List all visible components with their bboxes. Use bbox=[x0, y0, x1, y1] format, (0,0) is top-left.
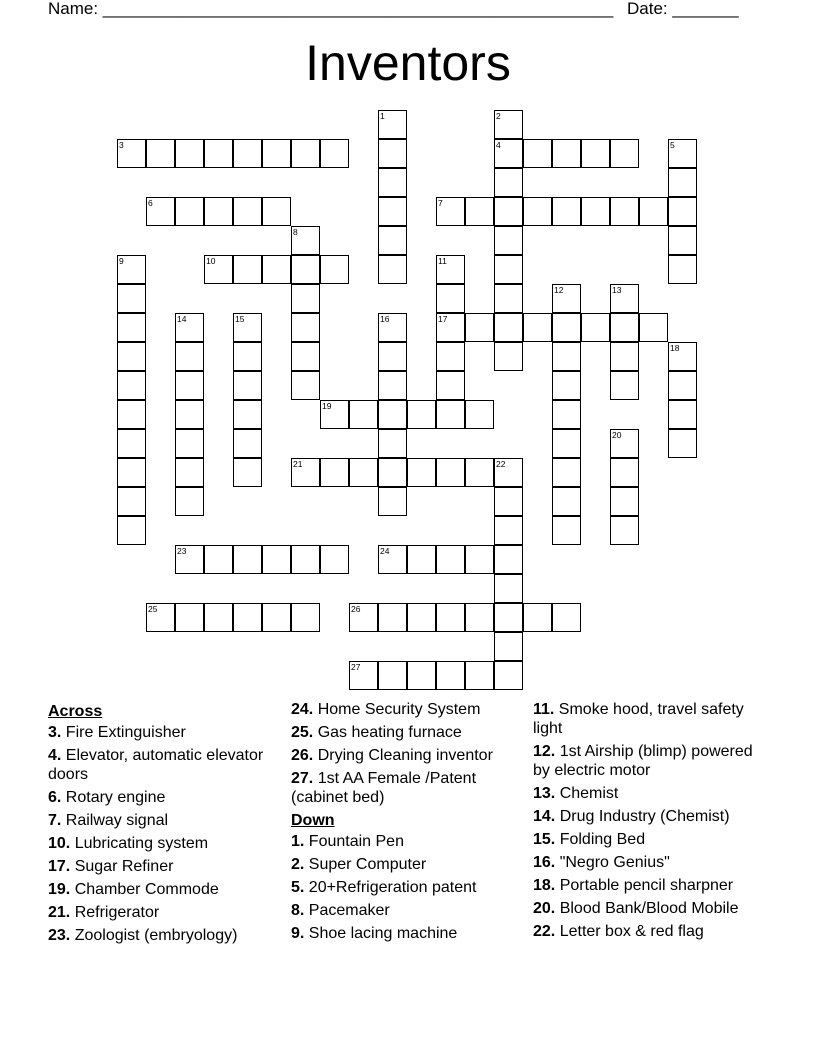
grid-cell[interactable] bbox=[407, 400, 436, 429]
clue-item bbox=[533, 784, 763, 803]
clue-item bbox=[533, 876, 763, 895]
clue-item bbox=[291, 700, 526, 719]
grid-cell[interactable] bbox=[552, 400, 581, 429]
grid-cell[interactable] bbox=[117, 313, 146, 342]
clue-text: Super Computer bbox=[304, 856, 427, 873]
grid-cell[interactable] bbox=[233, 139, 262, 168]
grid-cell[interactable] bbox=[291, 284, 320, 313]
grid-cell[interactable] bbox=[291, 342, 320, 371]
clue-num: 22. bbox=[533, 923, 556, 940]
grid-cell[interactable] bbox=[610, 371, 639, 400]
clue-text: Portable pencil sharpner bbox=[555, 877, 734, 894]
clue-number: 24 bbox=[380, 546, 390, 556]
grid-cell[interactable] bbox=[175, 429, 204, 458]
grid-cell[interactable] bbox=[523, 139, 552, 168]
grid-cell[interactable] bbox=[581, 313, 610, 342]
grid-cell[interactable] bbox=[494, 545, 523, 574]
clue-number: 22 bbox=[496, 459, 506, 469]
grid-cell[interactable] bbox=[378, 139, 407, 168]
grid-cell[interactable] bbox=[494, 574, 523, 603]
grid-cell[interactable] bbox=[262, 139, 291, 168]
grid-cell[interactable] bbox=[494, 458, 523, 487]
grid-cell[interactable] bbox=[610, 342, 639, 371]
clue-number: 6 bbox=[148, 198, 153, 208]
grid-cell[interactable] bbox=[610, 487, 639, 516]
grid-cell[interactable] bbox=[494, 139, 523, 168]
clue-number: 17 bbox=[438, 314, 448, 324]
grid-cell[interactable] bbox=[291, 371, 320, 400]
clue-item bbox=[48, 811, 278, 830]
clue-num: 3. bbox=[48, 724, 62, 741]
grid-cell[interactable] bbox=[639, 197, 668, 226]
grid-cell[interactable] bbox=[378, 661, 407, 690]
grid-cell[interactable] bbox=[436, 458, 465, 487]
grid-cell[interactable] bbox=[552, 139, 581, 168]
grid-cell[interactable] bbox=[494, 110, 523, 139]
grid-cell[interactable] bbox=[233, 313, 262, 342]
grid-cell[interactable] bbox=[175, 603, 204, 632]
clue-number: 13 bbox=[612, 285, 622, 295]
clue-num: 21. bbox=[48, 904, 71, 921]
grid-cell[interactable] bbox=[407, 661, 436, 690]
grid-cell[interactable] bbox=[233, 545, 262, 574]
clue-number: 15 bbox=[235, 314, 245, 324]
clue-item bbox=[533, 853, 763, 872]
clue-num: 19. bbox=[48, 881, 71, 898]
grid-cell[interactable] bbox=[233, 429, 262, 458]
clue-text: "Negro Genius" bbox=[555, 854, 670, 871]
grid-cell[interactable] bbox=[378, 226, 407, 255]
grid-cell[interactable] bbox=[610, 284, 639, 313]
clue-number: 25 bbox=[148, 604, 158, 614]
grid-cell[interactable] bbox=[552, 342, 581, 371]
clue-num: 27. bbox=[291, 770, 314, 787]
grid-cell[interactable] bbox=[117, 342, 146, 371]
clue-item bbox=[533, 807, 763, 826]
grid-cell[interactable] bbox=[378, 255, 407, 284]
grid-cell[interactable] bbox=[494, 197, 523, 226]
clue-text: Zoologist (embryology) bbox=[70, 927, 238, 944]
grid-cell[interactable] bbox=[262, 255, 291, 284]
clue-num: 18. bbox=[533, 877, 556, 894]
grid-cell[interactable] bbox=[233, 255, 262, 284]
clue-item bbox=[48, 723, 278, 742]
grid-cell[interactable] bbox=[378, 342, 407, 371]
grid-cell[interactable] bbox=[436, 197, 465, 226]
clue-num: 2. bbox=[291, 856, 305, 873]
grid-cell[interactable] bbox=[175, 313, 204, 342]
clue-item bbox=[48, 788, 278, 807]
clue-text: Fire Extinguisher bbox=[61, 724, 186, 741]
grid-cell[interactable] bbox=[494, 342, 523, 371]
clue-text: Drug Industry (Chemist) bbox=[555, 808, 730, 825]
clue-item bbox=[291, 746, 526, 765]
grid-cell[interactable] bbox=[436, 284, 465, 313]
clue-text: Sugar Refiner bbox=[70, 858, 174, 875]
clue-num: 6. bbox=[48, 789, 62, 806]
grid-cell[interactable] bbox=[175, 458, 204, 487]
grid-cell[interactable] bbox=[291, 226, 320, 255]
grid-cell[interactable] bbox=[523, 603, 552, 632]
grid-cell[interactable] bbox=[610, 313, 639, 342]
grid-cell[interactable] bbox=[349, 400, 378, 429]
clue-number: 11 bbox=[438, 256, 447, 266]
grid-cell[interactable] bbox=[465, 545, 494, 574]
grid-cell[interactable] bbox=[552, 197, 581, 226]
clue-text: Home Security System bbox=[313, 701, 481, 718]
grid-cell[interactable] bbox=[378, 313, 407, 342]
grid-cell[interactable] bbox=[668, 342, 697, 371]
clue-text: Refrigerator bbox=[70, 904, 160, 921]
down-heading: Down bbox=[291, 812, 335, 829]
clue-text: 1st AA Female /Patent (cabinet bed) bbox=[291, 770, 477, 806]
clue-num: 7. bbox=[48, 812, 62, 829]
clue-number: 27 bbox=[351, 662, 361, 672]
clue-item bbox=[291, 832, 526, 851]
grid-cell[interactable] bbox=[233, 197, 262, 226]
grid-cell[interactable] bbox=[378, 487, 407, 516]
date-field-label: Date: _______ bbox=[627, 0, 739, 18]
grid-cell[interactable] bbox=[465, 661, 494, 690]
clue-num: 8. bbox=[291, 902, 305, 919]
clue-num: 23. bbox=[48, 927, 71, 944]
grid-cell[interactable] bbox=[117, 487, 146, 516]
grid-cell[interactable] bbox=[175, 371, 204, 400]
clue-number: 3 bbox=[119, 140, 124, 150]
grid-cell[interactable] bbox=[494, 603, 523, 632]
grid-cell[interactable] bbox=[291, 255, 320, 284]
grid-cell[interactable] bbox=[668, 371, 697, 400]
grid-cell[interactable] bbox=[581, 139, 610, 168]
clue-text: 20+Refrigeration patent bbox=[304, 879, 477, 896]
grid-cell[interactable] bbox=[117, 400, 146, 429]
grid-cell[interactable] bbox=[494, 516, 523, 545]
grid-cell[interactable] bbox=[668, 226, 697, 255]
grid-cell[interactable] bbox=[146, 197, 175, 226]
across-heading: Across bbox=[48, 703, 103, 720]
clue-item bbox=[533, 830, 763, 849]
clue-number: 10 bbox=[206, 256, 216, 266]
clue-num: 12. bbox=[533, 743, 556, 760]
clue-item bbox=[48, 746, 278, 784]
grid-cell[interactable] bbox=[320, 545, 349, 574]
clue-number: 26 bbox=[351, 604, 361, 614]
grid-cell[interactable] bbox=[610, 516, 639, 545]
clue-text: Pacemaker bbox=[304, 902, 390, 919]
clue-item bbox=[48, 880, 278, 899]
grid-cell[interactable] bbox=[668, 197, 697, 226]
clue-text: Shoe lacing machine bbox=[304, 925, 458, 942]
grid-cell[interactable] bbox=[610, 139, 639, 168]
grid-cell[interactable] bbox=[465, 400, 494, 429]
grid-cell[interactable] bbox=[291, 313, 320, 342]
clue-text: Smoke hood, travel safety light bbox=[533, 701, 744, 737]
clue-text: Gas heating furnace bbox=[313, 724, 462, 741]
clue-item bbox=[291, 723, 526, 742]
grid-cell[interactable] bbox=[117, 284, 146, 313]
grid-cell[interactable] bbox=[117, 429, 146, 458]
grid-cell[interactable] bbox=[378, 371, 407, 400]
clue-item bbox=[48, 857, 278, 876]
grid-cell[interactable] bbox=[204, 139, 233, 168]
clue-number: 1 bbox=[380, 111, 385, 121]
grid-cell[interactable] bbox=[175, 545, 204, 574]
clue-number: 23 bbox=[177, 546, 187, 556]
grid-cell[interactable] bbox=[436, 661, 465, 690]
clue-item bbox=[533, 899, 763, 918]
grid-cell[interactable] bbox=[291, 545, 320, 574]
grid-cell[interactable] bbox=[407, 603, 436, 632]
clue-num: 17. bbox=[48, 858, 71, 875]
grid-cell[interactable] bbox=[117, 139, 146, 168]
grid-cell[interactable] bbox=[175, 342, 204, 371]
grid-cell[interactable] bbox=[552, 458, 581, 487]
grid-cell[interactable] bbox=[436, 313, 465, 342]
grid-cell[interactable] bbox=[668, 168, 697, 197]
grid-cell[interactable] bbox=[233, 603, 262, 632]
grid-cell[interactable] bbox=[320, 458, 349, 487]
grid-cell[interactable] bbox=[552, 284, 581, 313]
grid-cell[interactable] bbox=[465, 313, 494, 342]
clue-item bbox=[291, 855, 526, 874]
clue-number: 12 bbox=[554, 285, 564, 295]
grid-cell[interactable] bbox=[320, 139, 349, 168]
clue-text: Folding Bed bbox=[555, 831, 646, 848]
grid-cell[interactable] bbox=[436, 255, 465, 284]
clue-column-3 bbox=[533, 700, 763, 945]
clue-item bbox=[48, 834, 278, 853]
grid-cell[interactable] bbox=[320, 400, 349, 429]
grid-cell[interactable] bbox=[233, 342, 262, 371]
grid-cell[interactable] bbox=[291, 458, 320, 487]
grid-cell[interactable] bbox=[523, 313, 552, 342]
clue-number: 16 bbox=[380, 314, 390, 324]
clue-item bbox=[48, 926, 278, 945]
grid-cell[interactable] bbox=[494, 168, 523, 197]
grid-cell[interactable] bbox=[378, 545, 407, 574]
grid-cell[interactable] bbox=[436, 342, 465, 371]
clue-number: 21 bbox=[293, 459, 303, 469]
grid-cell[interactable] bbox=[668, 255, 697, 284]
grid-cell[interactable] bbox=[262, 603, 291, 632]
clue-text: Fountain Pen bbox=[304, 833, 404, 850]
clue-number: 7 bbox=[438, 198, 443, 208]
clue-number: 4 bbox=[496, 140, 501, 150]
grid-cell[interactable] bbox=[494, 255, 523, 284]
clue-number: 5 bbox=[670, 140, 675, 150]
clue-num: 1. bbox=[291, 833, 305, 850]
grid-cell[interactable] bbox=[610, 197, 639, 226]
grid-cell[interactable] bbox=[494, 632, 523, 661]
clue-num: 25. bbox=[291, 724, 314, 741]
clue-text: Chemist bbox=[555, 785, 619, 802]
grid-cell[interactable] bbox=[117, 255, 146, 284]
grid-cell[interactable] bbox=[117, 371, 146, 400]
grid-cell[interactable] bbox=[233, 371, 262, 400]
grid-cell[interactable] bbox=[552, 603, 581, 632]
grid-cell[interactable] bbox=[378, 197, 407, 226]
clue-num: 20. bbox=[533, 900, 556, 917]
grid-cell[interactable] bbox=[378, 429, 407, 458]
grid-cell[interactable] bbox=[436, 371, 465, 400]
clue-num: 24. bbox=[291, 701, 314, 718]
grid-cell[interactable] bbox=[407, 545, 436, 574]
clue-item bbox=[291, 924, 526, 943]
clue-num: 10. bbox=[48, 835, 71, 852]
grid-cell[interactable] bbox=[581, 197, 610, 226]
grid-cell[interactable] bbox=[378, 110, 407, 139]
clue-text: Elevator, automatic elevator doors bbox=[48, 747, 264, 783]
clue-num: 5. bbox=[291, 879, 305, 896]
grid-cell[interactable] bbox=[204, 197, 233, 226]
grid-cell[interactable] bbox=[494, 487, 523, 516]
clue-column-1 bbox=[48, 700, 278, 949]
grid-cell[interactable] bbox=[204, 545, 233, 574]
grid-cell[interactable] bbox=[233, 458, 262, 487]
grid-cell[interactable] bbox=[465, 603, 494, 632]
grid-cell[interactable] bbox=[146, 603, 175, 632]
grid-cell[interactable] bbox=[668, 139, 697, 168]
clue-number: 18 bbox=[670, 343, 680, 353]
grid-cell[interactable] bbox=[175, 139, 204, 168]
grid-cell[interactable] bbox=[175, 197, 204, 226]
grid-cell[interactable] bbox=[668, 429, 697, 458]
clue-num: 4. bbox=[48, 747, 62, 764]
grid-cell[interactable] bbox=[465, 458, 494, 487]
clue-num: 15. bbox=[533, 831, 556, 848]
grid-cell[interactable] bbox=[349, 603, 378, 632]
grid-cell[interactable] bbox=[378, 168, 407, 197]
grid-cell[interactable] bbox=[117, 458, 146, 487]
grid-cell[interactable] bbox=[523, 197, 552, 226]
clue-item bbox=[291, 901, 526, 920]
clue-text: Railway signal bbox=[61, 812, 169, 829]
clue-number: 20 bbox=[612, 430, 622, 440]
grid-cell[interactable] bbox=[552, 487, 581, 516]
grid-cell[interactable] bbox=[378, 400, 407, 429]
grid-cell[interactable] bbox=[552, 371, 581, 400]
clue-num: 13. bbox=[533, 785, 556, 802]
grid-cell[interactable] bbox=[146, 139, 175, 168]
clue-text: Letter box & red flag bbox=[555, 923, 704, 940]
grid-cell[interactable] bbox=[378, 458, 407, 487]
grid-cell[interactable] bbox=[494, 226, 523, 255]
clue-text: 1st Airship (blimp) powered by electric motor bbox=[533, 743, 753, 779]
grid-cell[interactable] bbox=[436, 603, 465, 632]
grid-cell[interactable] bbox=[436, 400, 465, 429]
grid-cell[interactable] bbox=[320, 255, 349, 284]
name-field-label: Name: ______________________________________________________ bbox=[48, 0, 614, 18]
clue-num: 26. bbox=[291, 747, 314, 764]
grid-cell[interactable] bbox=[552, 429, 581, 458]
clue-item bbox=[291, 878, 526, 897]
grid-cell[interactable] bbox=[175, 400, 204, 429]
clue-num: 11. bbox=[533, 701, 555, 718]
grid-cell[interactable] bbox=[291, 139, 320, 168]
grid-cell[interactable] bbox=[262, 197, 291, 226]
clue-num: 16. bbox=[533, 854, 556, 871]
clue-item bbox=[533, 922, 763, 941]
grid-cell[interactable] bbox=[407, 458, 436, 487]
grid-cell[interactable] bbox=[204, 255, 233, 284]
clue-text: Drying Cleaning inventor bbox=[313, 747, 493, 764]
grid-cell[interactable] bbox=[349, 458, 378, 487]
clue-text: Lubricating system bbox=[70, 835, 209, 852]
grid-cell[interactable] bbox=[233, 400, 262, 429]
grid-cell[interactable] bbox=[494, 284, 523, 313]
clue-item bbox=[48, 903, 278, 922]
grid-cell[interactable] bbox=[291, 603, 320, 632]
grid-cell[interactable] bbox=[494, 313, 523, 342]
grid-cell[interactable] bbox=[117, 516, 146, 545]
clue-item bbox=[533, 700, 763, 738]
clue-column-2 bbox=[291, 700, 526, 947]
page-title: Inventors bbox=[305, 35, 511, 91]
clue-item bbox=[533, 742, 763, 780]
grid-cell[interactable] bbox=[610, 429, 639, 458]
grid-cell[interactable] bbox=[175, 487, 204, 516]
grid-cell[interactable] bbox=[349, 661, 378, 690]
clue-number: 9 bbox=[119, 256, 124, 266]
grid-cell[interactable] bbox=[552, 313, 581, 342]
clue-number: 19 bbox=[322, 401, 332, 411]
grid-cell[interactable] bbox=[668, 400, 697, 429]
clue-number: 8 bbox=[293, 227, 298, 237]
grid-cell[interactable] bbox=[378, 603, 407, 632]
clue-text: Blood Bank/Blood Mobile bbox=[555, 900, 739, 917]
clue-num: 14. bbox=[533, 808, 556, 825]
clue-number: 2 bbox=[496, 111, 501, 121]
grid-cell[interactable] bbox=[639, 313, 668, 342]
clue-num: 9. bbox=[291, 925, 305, 942]
grid-cell[interactable] bbox=[204, 603, 233, 632]
clue-text: Rotary engine bbox=[61, 789, 166, 806]
grid-cell[interactable] bbox=[262, 545, 291, 574]
grid-cell[interactable] bbox=[610, 458, 639, 487]
clue-number: 14 bbox=[177, 314, 187, 324]
grid-cell[interactable] bbox=[436, 545, 465, 574]
grid-cell[interactable] bbox=[552, 516, 581, 545]
grid-cell[interactable] bbox=[465, 197, 494, 226]
clue-item bbox=[291, 769, 526, 807]
grid-cell[interactable] bbox=[494, 661, 523, 690]
clue-text: Chamber Commode bbox=[70, 881, 219, 898]
